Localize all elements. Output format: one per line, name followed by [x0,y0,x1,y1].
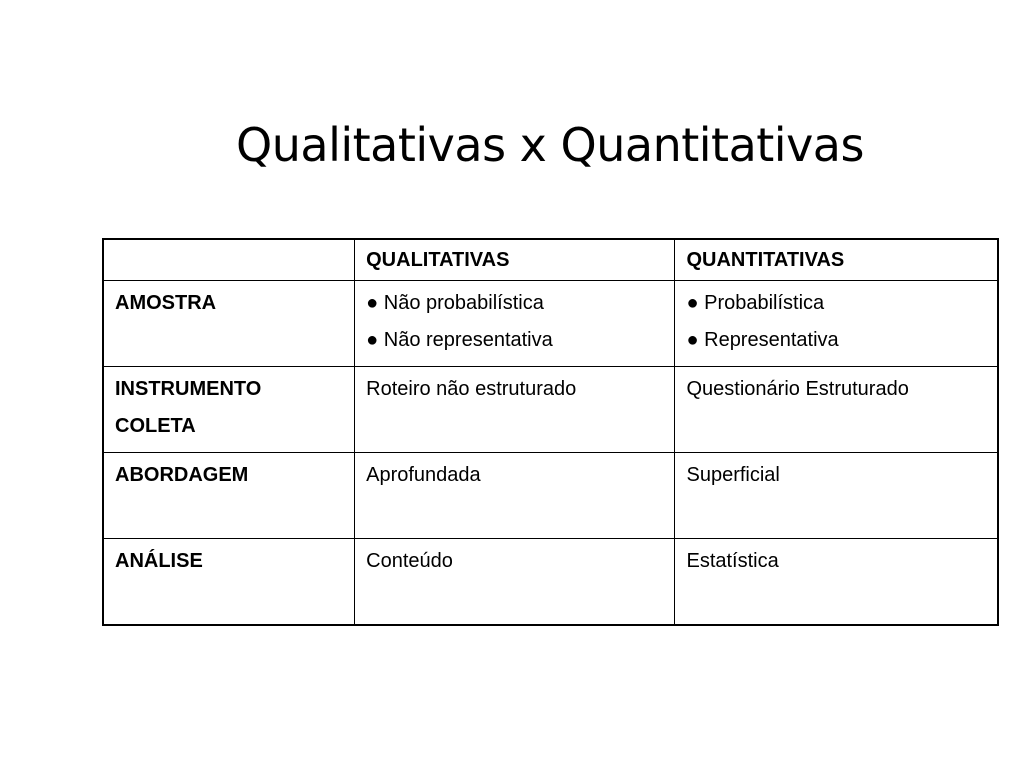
cell-amostra-qualitativas [355,281,675,367]
cell-instrumento-quantitativas [675,367,998,453]
row-label-abordagem [103,453,355,539]
row-label-line: ABORDAGEM [115,464,249,486]
cell-analise-qualitativas [355,539,675,626]
bullet-item: ● Probabilística [686,292,825,314]
cell-text: Conteúdo [366,550,453,572]
cell-text: Superficial [686,464,780,486]
row-label-line: INSTRUMENTO [115,378,262,400]
slide-title: Qualitativas x Quantitativas [236,118,864,172]
header-cell-qualitativas: QUALITATIVAS [355,239,675,281]
cell-text: Estatística [686,550,779,572]
table-row [103,281,998,367]
cell-text: Roteiro não estruturado [366,378,577,400]
header-cell-quantitativas: QUANTITATIVAS [675,239,998,281]
bullet-item: ● Não probabilística [366,292,544,314]
table-row [103,453,998,539]
table-row [103,367,998,453]
cell-abordagem-quantitativas [675,453,998,539]
row-label-amostra [103,281,355,367]
table-row [103,539,998,626]
row-label-line: COLETA [115,415,196,437]
table-header-row [103,239,998,281]
cell-amostra-quantitativas [675,281,998,367]
cell-abordagem-qualitativas [355,453,675,539]
row-label-analise [103,539,355,626]
header-cell-empty [103,239,355,281]
cell-text: Questionário Estruturado [686,378,909,400]
row-label-line: ANÁLISE [115,550,203,572]
comparison-table [102,238,999,626]
cell-text: Aprofundada [366,464,481,486]
bullet-item: ● Representativa [686,329,839,351]
cell-analise-quantitativas [675,539,998,626]
row-label-instrumento-coleta [103,367,355,453]
cell-instrumento-qualitativas [355,367,675,453]
row-label-line: AMOSTRA [115,292,217,314]
bullet-item: ● Não representativa [366,329,553,351]
